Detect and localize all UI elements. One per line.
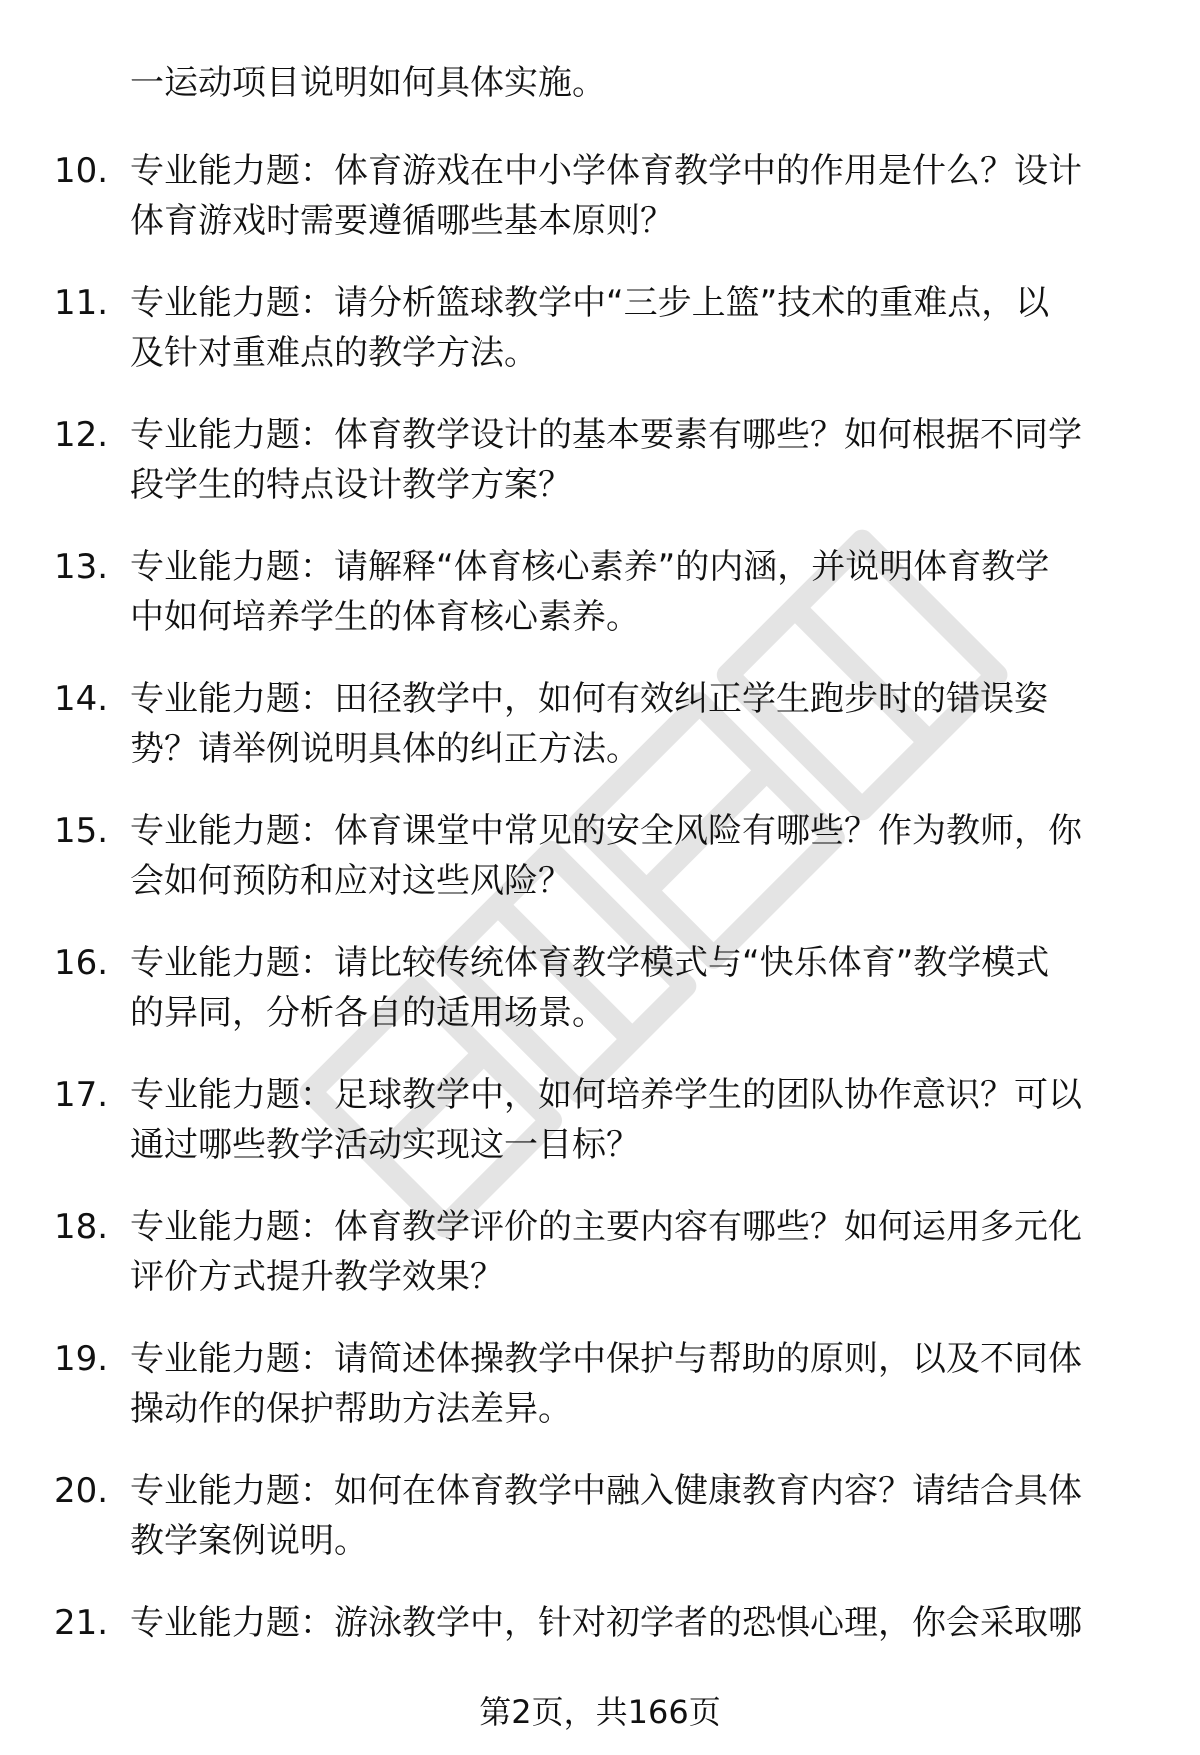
item-text-line-1: 专业能力题：请解释“体育核心素养”的内涵，并说明体育教学 (130, 547, 1050, 587)
item-text-line-1: 专业能力题：体育课堂中常见的安全风险有哪些？作为教师，你 (130, 811, 1082, 851)
item-text-line-2: 的异同，分析各自的适用场景。 (130, 993, 606, 1033)
item-number: 21. (54, 1603, 109, 1643)
item-text-line-2: 操动作的保护帮助方法差异。 (130, 1389, 572, 1429)
item-number: 19. (54, 1339, 109, 1379)
item-text-line-1: 专业能力题：体育教学评价的主要内容有哪些？如何运用多元化 (130, 1207, 1082, 1247)
item-number: 15. (54, 811, 109, 851)
item-text-line-1: 专业能力题：请简述体操教学中保护与帮助的原则，以及不同体 (130, 1339, 1082, 1379)
list-item (0, 410, 1200, 510)
list-item (0, 806, 1200, 906)
list-item (0, 938, 1200, 1038)
continuation-line: 一运动项目说明如何具体实施。 (130, 63, 606, 103)
item-number: 16. (54, 943, 109, 983)
item-text-line-2: 段学生的特点设计教学方案？ (130, 465, 572, 505)
list-item (0, 674, 1200, 774)
item-number: 18. (54, 1207, 109, 1247)
item-text-line-2: 势？请举例说明具体的纠正方法。 (130, 729, 640, 769)
list-item (0, 542, 1200, 642)
item-text-line-1: 专业能力题：请比较传统体育教学模式与“快乐体育”教学模式 (130, 943, 1050, 983)
list-item (0, 1466, 1200, 1566)
item-number: 17. (54, 1075, 109, 1115)
item-number: 12. (54, 415, 109, 455)
item-text-line-2: 评价方式提升教学效果？ (130, 1257, 504, 1297)
item-text-line-1: 专业能力题：足球教学中，如何培养学生的团队协作意识？可以 (130, 1075, 1082, 1115)
item-text-line-2: 及针对重难点的教学方法。 (130, 333, 538, 373)
item-number: 14. (54, 679, 109, 719)
list-item (0, 1070, 1200, 1170)
item-number: 10. (54, 151, 109, 191)
list-item (0, 1334, 1200, 1434)
list-item (0, 1598, 1200, 1698)
item-text-line-1: 专业能力题：如何在体育教学中融入健康教育内容？请结合具体 (130, 1471, 1082, 1511)
item-text-line-2: 体育游戏时需要遵循哪些基本原则？ (130, 201, 674, 241)
item-text-line-2: 中如何培养学生的体育核心素养。 (130, 597, 640, 637)
item-number: 13. (54, 547, 109, 587)
item-text-line-1: 专业能力题：体育游戏在中小学体育教学中的作用是什么？设计 (130, 151, 1082, 191)
item-text-line-1: 专业能力题：游泳教学中，针对初学者的恐惧心理，你会采取哪 (130, 1603, 1082, 1643)
item-text-line-1: 专业能力题：体育教学设计的基本要素有哪些？如何根据不同学 (130, 415, 1082, 455)
item-text-line-2: 会如何预防和应对这些风险？ (130, 861, 572, 901)
page-footer: 第2页，共166页 (479, 1693, 721, 1731)
question-list (0, 146, 1200, 1730)
item-text-line-2: 教学案例说明。 (130, 1521, 368, 1561)
item-text-line-1: 专业能力题：请分析篮球教学中“三步上篮”技术的重难点，以 (130, 283, 1050, 323)
item-number: 20. (54, 1471, 109, 1511)
list-item (0, 278, 1200, 378)
item-text-line-1: 专业能力题：田径教学中，如何有效纠正学生跑步时的错误姿 (130, 679, 1048, 719)
list-item (0, 1202, 1200, 1302)
item-number: 11. (54, 283, 109, 323)
list-item (0, 146, 1200, 246)
item-text-line-2: 通过哪些教学活动实现这一目标？ (130, 1125, 640, 1165)
